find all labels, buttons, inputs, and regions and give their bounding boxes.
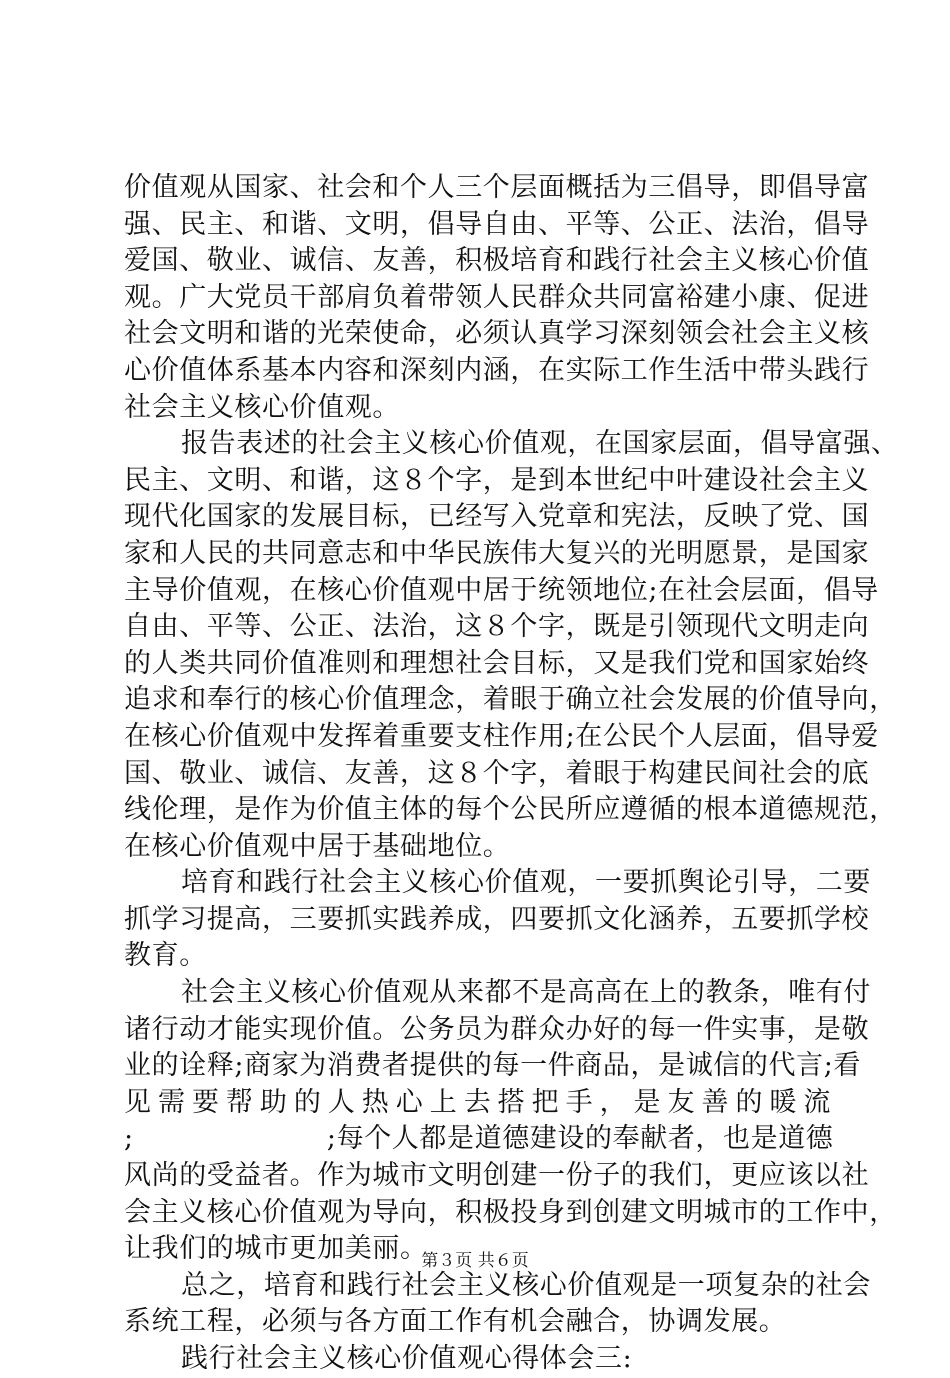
text-line: 风尚的受益者。作为城市文明创建一份子的我们，更应该以社 <box>124 1160 870 1192</box>
text-line: 见需要帮助的人热心上去搭把手，是友善的暖流 <box>124 1086 831 1118</box>
text-line: 自由、平等、公正、法治，这８个字，既是引领现代文明走向 <box>124 611 870 643</box>
text-line: 现代化国家的发展目标，已经写入党章和宪法，反映了党、国 <box>124 501 870 533</box>
text-line: 社会主义核心价值观从来都不是高高在上的教条，唯有付 <box>181 977 871 1009</box>
text-line: 会主义核心价值观为导向，积极投身到创建文明城市的工作中， <box>124 1196 897 1228</box>
text-line: 国、敬业、诚信、友善，这８个字，着眼于构建民间社会的底 <box>124 757 870 789</box>
text-line: 系统工程，必须与各方面工作有机会融合，协调发展。 <box>124 1306 787 1338</box>
text-line: 民主、文明、和谐，这８个字，是到本世纪中叶建设社会主义 <box>124 464 870 496</box>
document-body <box>124 170 899 1378</box>
text-line: 线伦理，是作为价值主体的每个公民所应遵循的根本道德规范， <box>124 794 897 826</box>
text-line: 让我们的城市更加美丽。 <box>124 1233 428 1265</box>
text-line: 诸行动才能实现价值。公务员为群众办好的每一件实事，是敬 <box>124 1013 870 1045</box>
text-line: 爱国、敬业、诚信、友善，积极培育和践行社会主义核心价值 <box>124 245 870 277</box>
text-line: 的人类共同价值准则和理想社会目标，又是我们党和国家始终 <box>124 647 870 679</box>
text-line: 在核心价值观中发挥着重要支柱作用;在公民个人层面，倡导爱 <box>124 720 879 752</box>
text-line: 观。广大党员干部肩负着带领人民群众共同富裕建小康、促进 <box>124 281 870 313</box>
page-number-label: 第３页 共６页 <box>421 1251 529 1271</box>
text-line: 抓学习提高，三要抓实践养成，四要抓文化涵养，五要抓学校 <box>124 903 870 935</box>
text-line: ; ;每个人都是道德建设的奉献者，也是道德 <box>124 1123 834 1155</box>
text-line: 践行社会主义核心价值观心得体会三: <box>181 1343 633 1374</box>
text-line: 主导价值观，在核心价值观中居于统领地位;在社会层面，倡导 <box>124 574 879 606</box>
text-line: 培育和践行社会主义核心价值观，一要抓舆论引导，二要 <box>181 867 871 899</box>
text-line: 强、民主、和谐、文明，倡导自由、平等、公正、法治，倡导 <box>124 208 870 240</box>
text-line: 家和人民的共同意志和中华民族伟大复兴的光明愿景，是国家 <box>124 537 870 569</box>
text-line: 社会文明和谐的光荣使命，必须认真学习深刻领会社会主义核 <box>124 318 870 350</box>
text-line: 心价值体系基本内容和深刻内涵，在实际工作生活中带头践行 <box>124 354 870 386</box>
text-line: 在核心价值观中居于基础地位。 <box>124 830 511 862</box>
text-line: 教育。 <box>124 940 207 972</box>
text-line: 总之，培育和践行社会主义核心价值观是一项复杂的社会 <box>181 1269 871 1301</box>
page-footer <box>0 1246 950 1271</box>
text-line: 业的诠释;商家为消费者提供的每一件商品，是诚信的代言;看 <box>124 1050 861 1082</box>
text-line: 追求和奉行的核心价值理念，着眼于确立社会发展的价值导向， <box>124 684 897 716</box>
text-line: 价值观从国家、社会和个人三个层面概括为三倡导，即倡导富 <box>124 172 870 203</box>
text-line: 社会主义核心价值观。 <box>124 391 400 423</box>
text-line: 报告表述的社会主义核心价值观，在国家层面，倡导富强、 <box>181 428 899 460</box>
